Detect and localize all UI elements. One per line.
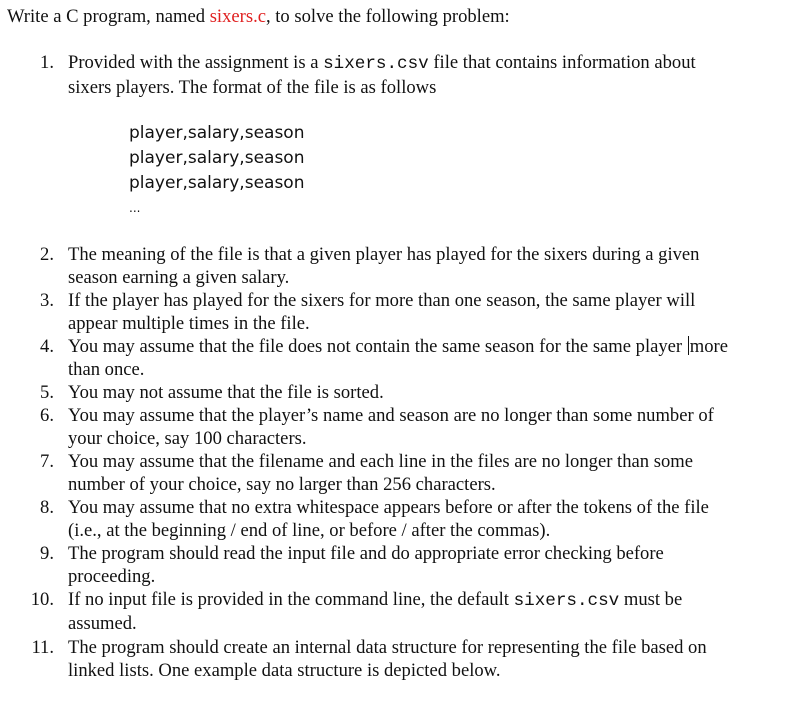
item-11-line-1: The program should create an internal data structure for representing the file based on bbox=[68, 637, 707, 658]
item-number: 11. bbox=[31, 637, 54, 658]
item-11-line-2: linked lists. One example data structure is depicted below. bbox=[68, 660, 501, 681]
text-cursor bbox=[688, 336, 689, 355]
item-number: 5. bbox=[40, 382, 54, 403]
format-line: player,salary,season bbox=[129, 148, 305, 168]
code-filename: sixers.csv bbox=[323, 54, 429, 74]
item-10-line-1: If no input file is provided in the command line, the default sixers.csv must be bbox=[68, 589, 683, 611]
item-3-line-1: If the player has played for the sixers for more than one season, the same player will bbox=[68, 290, 696, 311]
item-1-line-1: Provided with the assignment is a sixers.csv file that contains information about bbox=[68, 52, 696, 74]
item-number: 7. bbox=[40, 451, 54, 472]
item-2-line-1: The meaning of the file is that a given player has played for the sixers during a given bbox=[68, 244, 700, 265]
item-6-line-1: You may assume that the player’s name and season are no longer than some number of bbox=[68, 405, 714, 426]
item-number: 2. bbox=[40, 244, 54, 265]
item-6-line-2: your choice, say 100 characters. bbox=[68, 428, 307, 449]
format-line: player,salary,season bbox=[129, 173, 305, 193]
item-number: 8. bbox=[40, 497, 54, 518]
item-2-line-2: season earning a given salary. bbox=[68, 267, 290, 288]
item-7-line-1: You may assume that the filename and each line in the files are no longer than some bbox=[68, 451, 693, 472]
item-8-line-2: (i.e., at the beginning / end of line, or before / after the commas). bbox=[68, 520, 551, 541]
format-line: player,salary,season bbox=[129, 123, 305, 143]
item-10-line-2: assumed. bbox=[68, 613, 137, 634]
intro-line: Write a C program, named sixers.c, to solve the following problem: bbox=[7, 6, 510, 27]
item-number: 6. bbox=[40, 405, 54, 426]
code-filename: sixers.csv bbox=[513, 591, 620, 611]
item-number: 3. bbox=[40, 290, 54, 311]
item-number: 9. bbox=[40, 543, 54, 564]
item-1-line-2: sixers players. The format of the file is as follows bbox=[68, 77, 437, 98]
item-number: 1. bbox=[40, 52, 54, 73]
item-number: 4. bbox=[40, 336, 54, 357]
item-4-line-2: than once. bbox=[68, 359, 145, 380]
item-8-line-1: You may assume that no extra whitespace appears before or after the tokens of the file bbox=[68, 497, 709, 518]
filename-highlight: sixers.c bbox=[209, 6, 266, 27]
item-9-line-1: The program should read the input file and do appropriate error checking before bbox=[68, 543, 664, 564]
item-number: 10. bbox=[30, 589, 54, 610]
item-3-line-2: appear multiple times in the file. bbox=[68, 313, 310, 334]
item-7-line-2: number of your choice, say no larger than 256 characters. bbox=[68, 474, 496, 495]
format-ellipsis: ... bbox=[129, 201, 141, 215]
item-9-line-2: proceeding. bbox=[68, 566, 156, 587]
item-5-line-1: You may not assume that the file is sorted. bbox=[68, 382, 384, 403]
item-4-line-1: You may assume that the file does not contain the same season for the same player more bbox=[68, 336, 728, 357]
